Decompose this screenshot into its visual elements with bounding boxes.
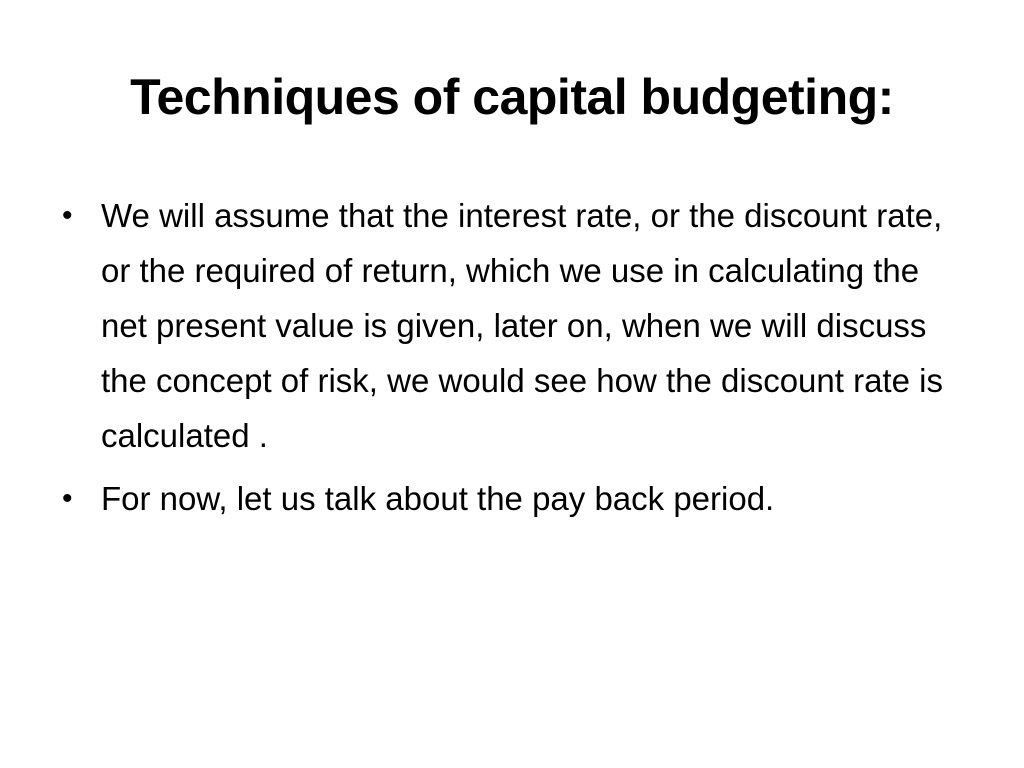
bullet-text: For now, let us talk about the pay back period. <box>101 480 775 517</box>
bullet-item <box>56 471 966 526</box>
slide-title: Techniques of capital budgeting: <box>130 69 894 125</box>
bullet-icon: • <box>62 482 73 515</box>
bullet-item <box>56 188 966 463</box>
bullet-icon: • <box>62 199 73 232</box>
bullet-text: We will assume that the interest rate, or the discount rate, or the required of return, which we use in calculating the net present value is given, later on, when we will discuss the concept of risk, we would see how the discount rate is calculated . <box>101 197 943 454</box>
bullet-list <box>56 188 966 534</box>
